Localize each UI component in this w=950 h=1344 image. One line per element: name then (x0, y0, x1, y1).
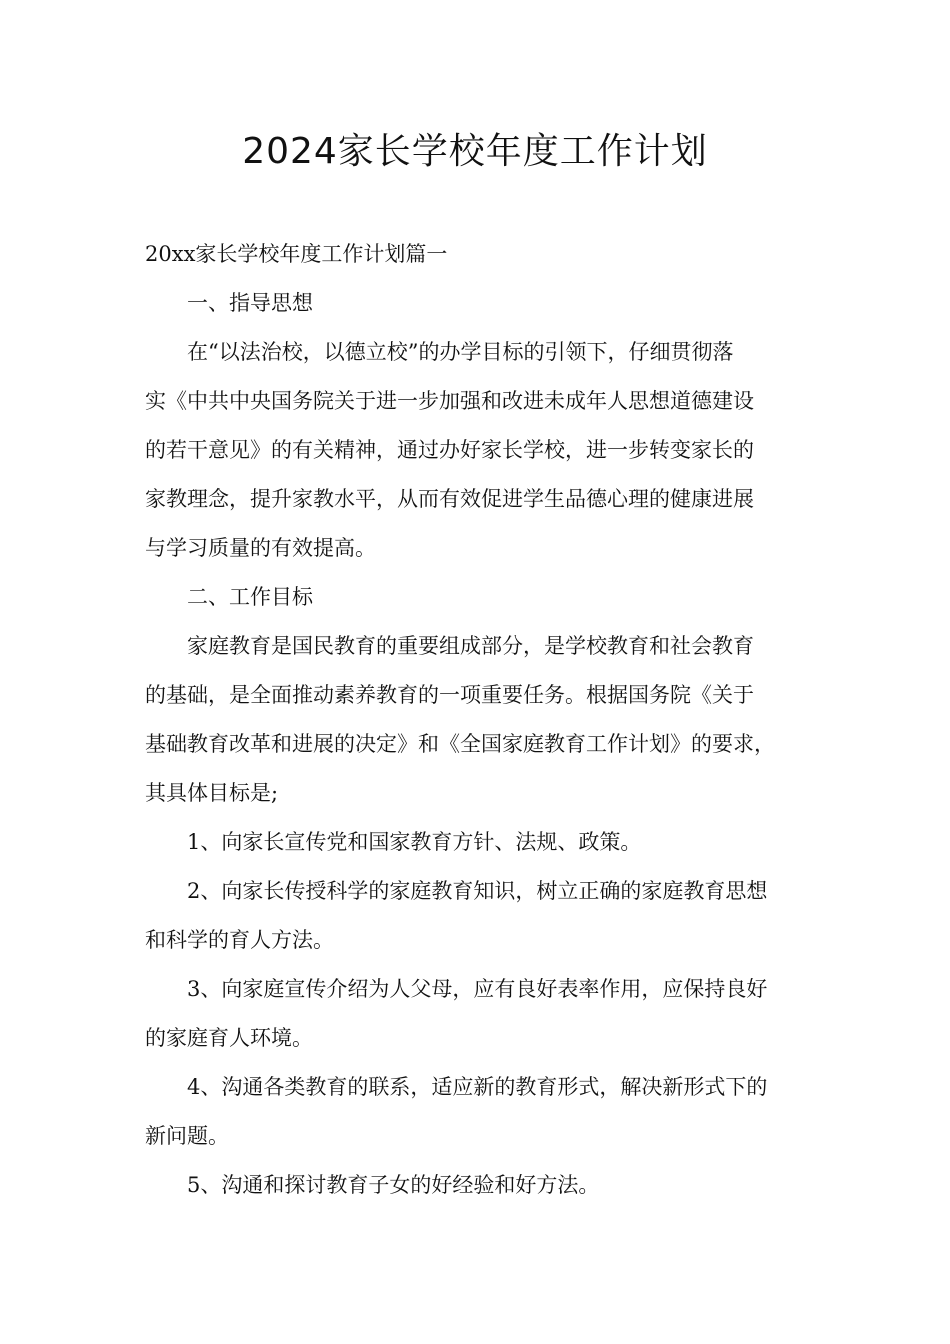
paragraph-line: 在“以法治校，以德立校”的办学目标的引领下，仔细贯彻落 (187, 340, 734, 364)
paragraph-line: 的若干意见》的有关精神，通过办好家长学校，进一步转变家长的 (145, 438, 754, 462)
subheading-guiding-ideology: 一、指导思想 (187, 291, 313, 315)
paragraph-line: 家庭教育是国民教育的重要组成部分，是学校教育和社会教育 (187, 634, 754, 658)
paragraph-line: 基础教育改革和进展的决定》和《全国家庭教育工作计划》的要求， (145, 732, 775, 756)
document-title: 2024家长学校年度工作计划 (242, 131, 708, 172)
paragraph-line: 家教理念，提升家教水平，从而有效促进学生品德心理的健康进展 (145, 487, 754, 511)
list-item-4: 4、沟通各类教育的联系，适应新的教育形式，解决新形式下的 (187, 1075, 768, 1099)
list-item-2: 2、向家长传授科学的家庭教育知识，树立正确的家庭教育思想 (187, 879, 768, 903)
paragraph-line: 与学习质量的有效提高。 (145, 536, 376, 560)
list-item-3: 3、向家庭宣传介绍为人父母，应有良好表率作用，应保持良好 (187, 977, 768, 1001)
section-heading-line: 20xx家长学校年度工作计划篇一 (145, 242, 448, 266)
paragraph-line: 其具体目标是; (145, 781, 279, 805)
list-item-1: 1、向家长宣传党和国家教育方针、法规、政策。 (187, 830, 642, 854)
list-item-4-continued: 新问题。 (145, 1124, 229, 1148)
paragraph-line: 实《中共中央国务院关于进一步加强和改进未成年人思想道德建设 (145, 389, 754, 413)
list-item-3-continued: 的家庭育人环境。 (145, 1026, 313, 1050)
subheading-work-goals: 二、工作目标 (187, 585, 313, 609)
list-item-2-continued: 和科学的育人方法。 (145, 928, 334, 952)
list-item-5: 5、沟通和探讨教育子女的好经验和好方法。 (187, 1173, 600, 1197)
document-body (145, 230, 815, 1210)
paragraph-line: 的基础，是全面推动素养教育的一项重要任务。根据国务院《关于 (145, 683, 754, 707)
